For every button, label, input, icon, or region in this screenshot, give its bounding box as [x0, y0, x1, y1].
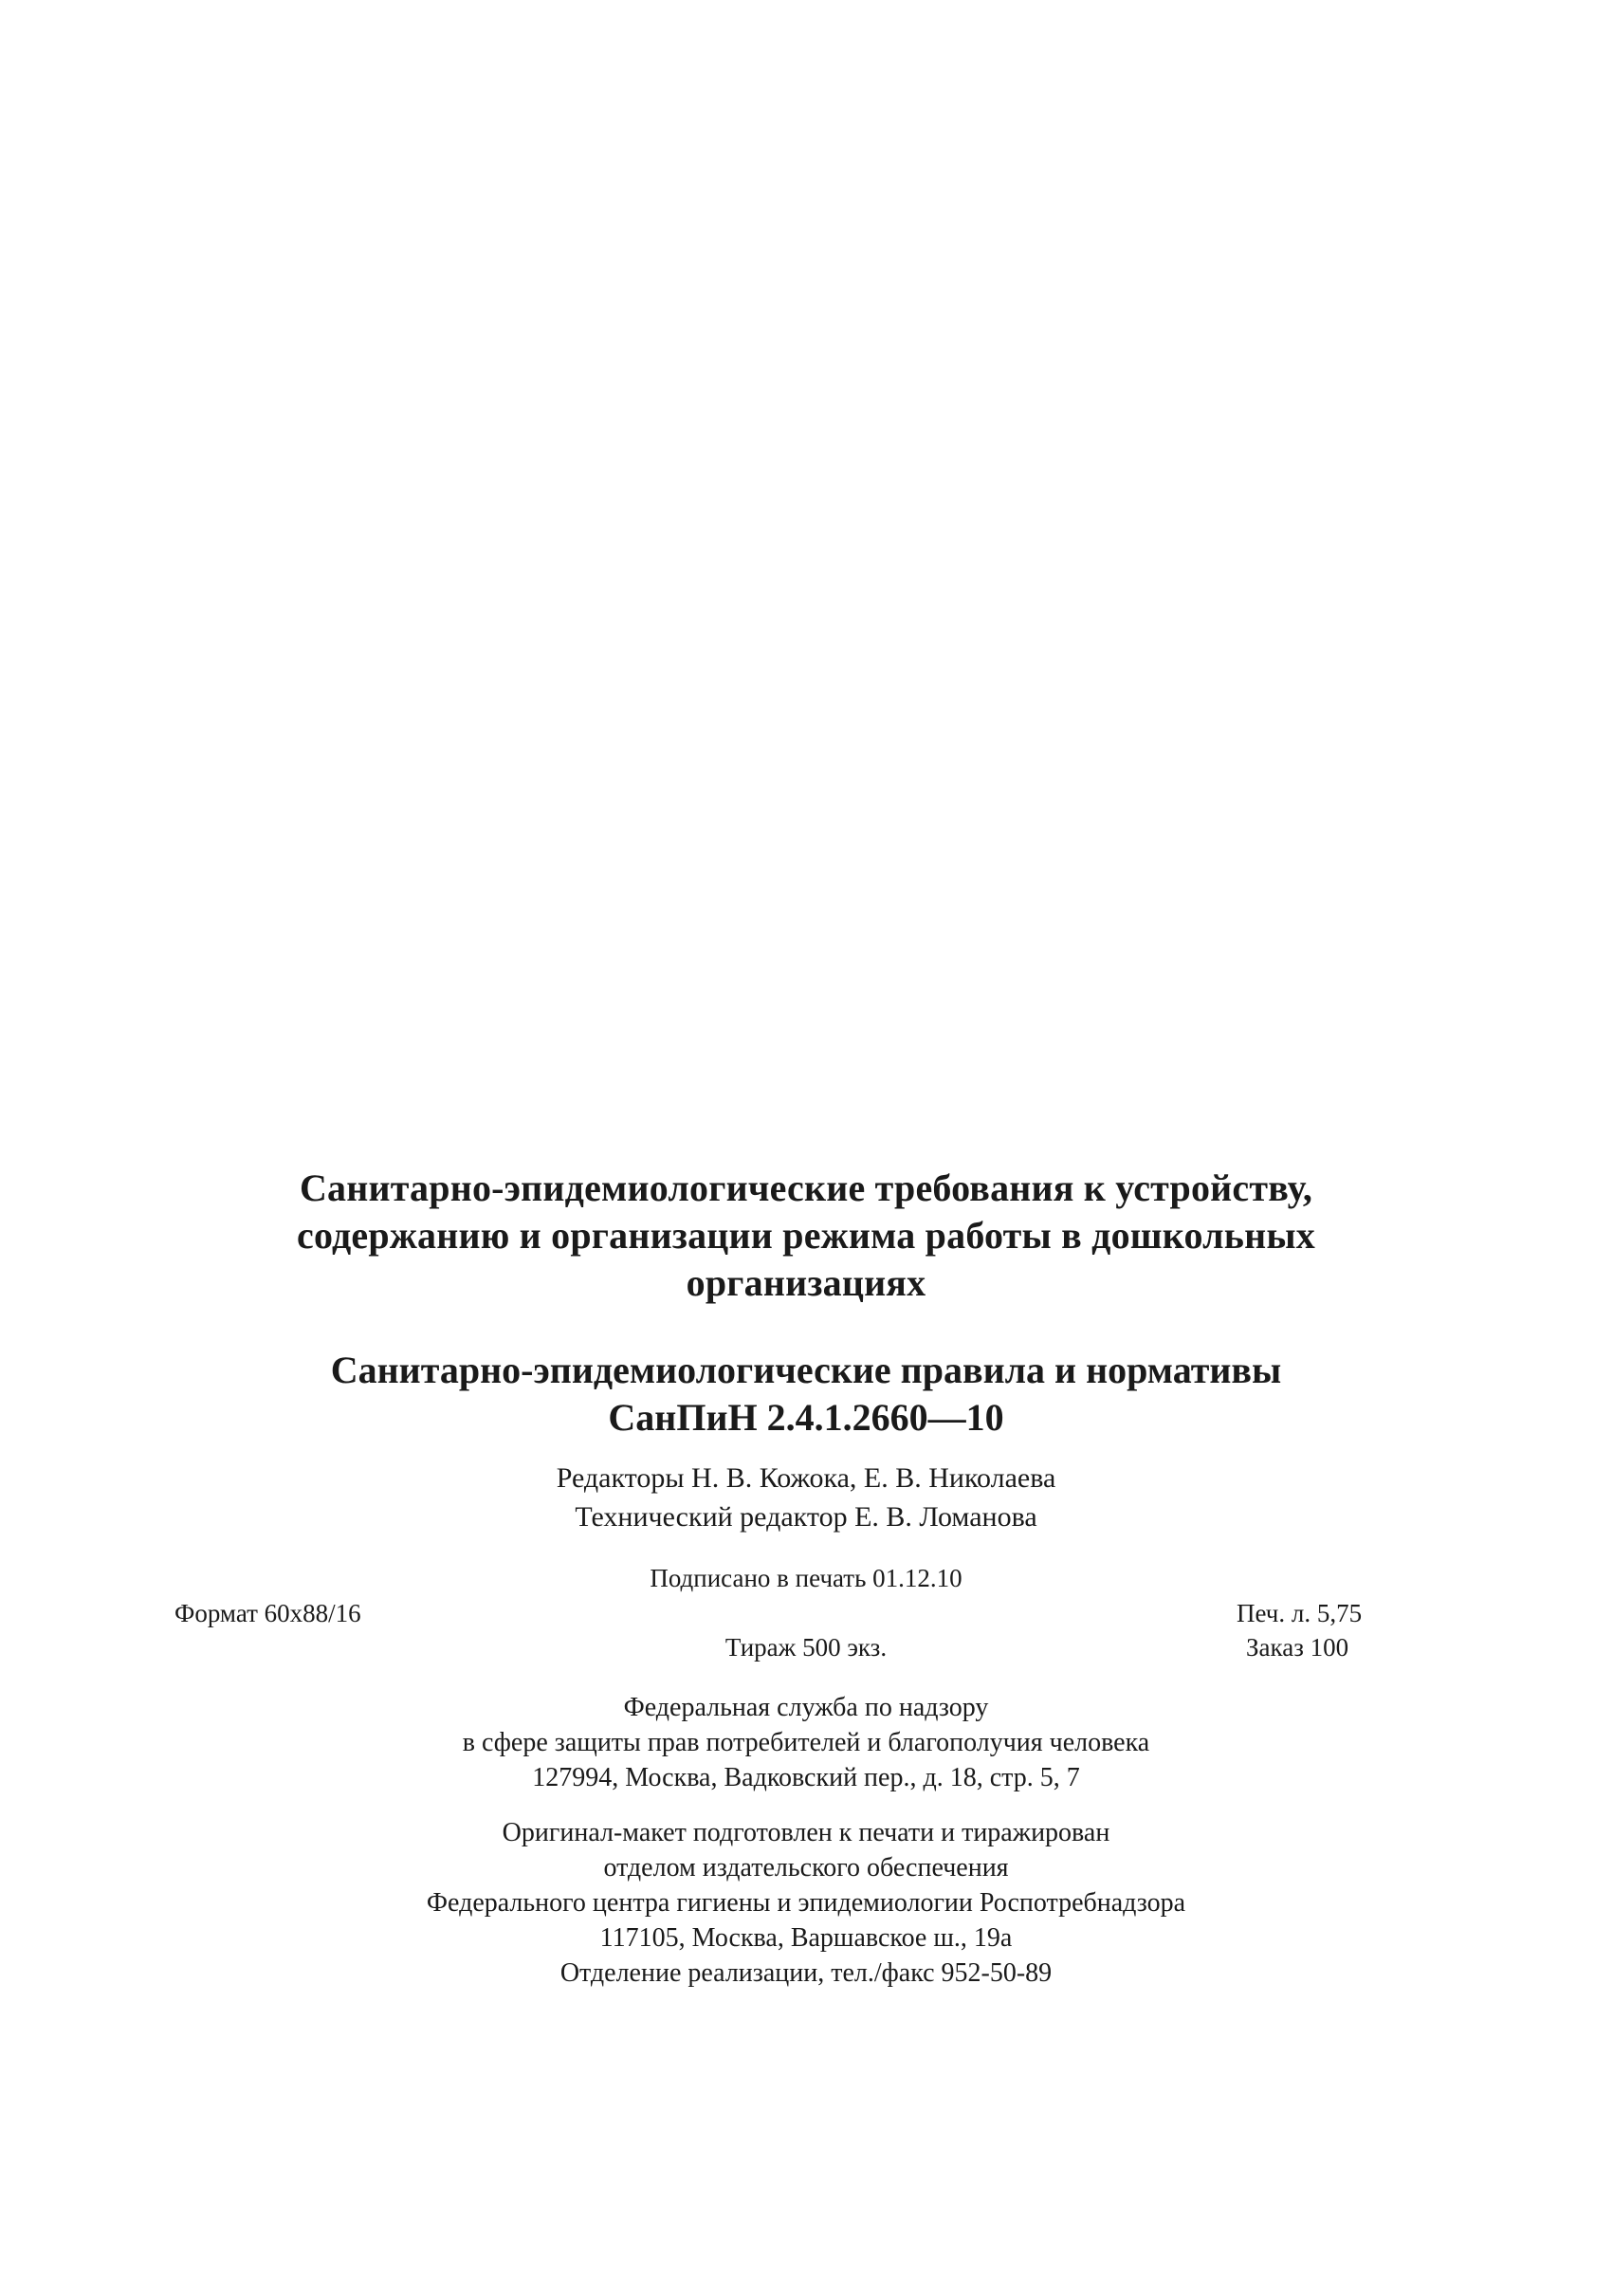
title-line: организациях — [686, 1261, 926, 1304]
printer-line: Федерального центра гигиены и эпидемиологии Роспотребнадзора — [426, 1888, 1186, 1918]
format-info: Формат 60x88/16 — [174, 1599, 361, 1627]
printer-line: Оригинал-макет подготовлен к печати и тиражирован — [502, 1818, 1110, 1847]
order-number: Заказ 100 — [1246, 1633, 1349, 1662]
rules-code-line: СанПиН 2.4.1.2660—10 — [608, 1396, 1004, 1439]
signed-date: Подписано в печать 01.12.10 — [650, 1564, 962, 1592]
rules-type-line: Санитарно-эпидемиологические правила и нормативы — [330, 1349, 1282, 1391]
tech-editor-line: Технический редактор Е. В. Ломанова — [575, 1501, 1037, 1533]
printed-sheets: Печ. л. 5,75 — [1237, 1599, 1363, 1627]
title-line: Санитарно-эпидемиологические требования к устройству, — [299, 1166, 1313, 1209]
editors-credits — [351, 1459, 1261, 1536]
printer-address: 117105, Москва, Варшавское ш., 19а — [599, 1923, 1013, 1953]
title-line: содержанию и организации режима работы в дошкольных — [296, 1214, 1316, 1257]
editors-line: Редакторы Н. В. Кожока, Е. В. Николаева — [556, 1462, 1056, 1494]
publisher-info — [256, 1690, 1356, 1795]
print-run: Тираж 500 экз. — [724, 1633, 888, 1662]
rules-heading — [256, 1347, 1356, 1442]
sales-contact: Отделение реализации, тел./факс 952-50-89 — [559, 1958, 1053, 1988]
publisher-address: 127994, Москва, Вадковский пер., д. 18, стр. 5, 7 — [532, 1763, 1080, 1792]
document-title — [256, 1165, 1356, 1307]
publisher-line: Федеральная служба по надзору — [623, 1693, 989, 1722]
publisher-line: в сфере защиты прав потребителей и благополучия человека — [462, 1728, 1150, 1757]
printer-line: отделом издательского обеспечения — [603, 1853, 1009, 1883]
printer-info — [256, 1815, 1356, 1991]
